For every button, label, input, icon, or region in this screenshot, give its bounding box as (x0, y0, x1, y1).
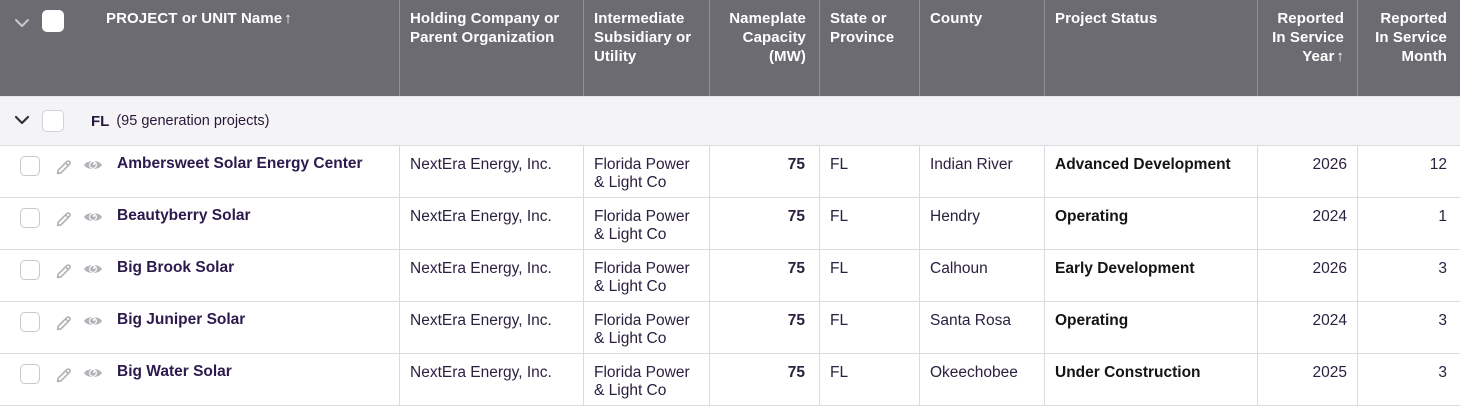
capacity-cell: 75 (710, 146, 820, 197)
state-cell: FL (820, 354, 920, 405)
table-row (0, 250, 1460, 302)
state-cell: FL (820, 250, 920, 301)
header-cell-holding-company[interactable]: Holding Company or Parent Organization (400, 0, 584, 96)
row-controls-and-name-cell (0, 302, 400, 353)
table-row (0, 146, 1460, 198)
subsidiary-cell: Florida Power & Light Co (584, 198, 710, 249)
status-cell: Early Development (1045, 250, 1258, 301)
view-eye-icon[interactable] (83, 262, 103, 281)
capacity-cell: 75 (710, 250, 820, 301)
year-cell: 2024 (1258, 198, 1358, 249)
edit-pencil-icon[interactable] (55, 209, 74, 233)
row-select-checkbox[interactable] (20, 208, 40, 228)
edit-pencil-icon[interactable] (55, 261, 74, 285)
state-cell: FL (820, 198, 920, 249)
year-cell: 2026 (1258, 146, 1358, 197)
group-collapse-chevron-down-icon[interactable] (14, 112, 30, 130)
group-count-note: (95 generation projects) (116, 113, 270, 129)
year-cell: 2025 (1258, 354, 1358, 405)
state-cell: FL (820, 302, 920, 353)
project-name-link[interactable]: Ambersweet Solar Energy Center (117, 155, 363, 172)
holding-company-cell: NextEra Energy, Inc. (400, 198, 584, 249)
project-name-link[interactable]: Big Juniper Solar (117, 311, 246, 328)
view-eye-icon[interactable] (83, 314, 103, 333)
sort-asc-icon: ↑ (284, 10, 292, 27)
capacity-cell: 75 (710, 302, 820, 353)
status-cell: Under Construction (1045, 354, 1258, 405)
row-select-checkbox[interactable] (20, 364, 40, 384)
table-header-row (0, 0, 1460, 97)
table-row (0, 198, 1460, 250)
table-body (0, 146, 1460, 406)
header-cell-project-name[interactable] (0, 0, 400, 96)
edit-pencil-icon[interactable] (55, 365, 74, 389)
table-row (0, 302, 1460, 354)
capacity-cell: 75 (710, 354, 820, 405)
project-name-link[interactable]: Big Brook Solar (117, 259, 235, 276)
project-name-link[interactable]: Big Water Solar (117, 363, 232, 380)
status-cell: Advanced Development (1045, 146, 1258, 197)
project-name-link[interactable]: Beautyberry Solar (117, 207, 251, 224)
state-cell: FL (820, 146, 920, 197)
holding-company-cell: NextEra Energy, Inc. (400, 146, 584, 197)
county-cell: Calhoun (920, 250, 1045, 301)
month-cell: 1 (1438, 208, 1447, 225)
row-select-checkbox[interactable] (20, 156, 40, 176)
capacity-cell: 75 (710, 198, 820, 249)
county-cell: Hendry (920, 198, 1045, 249)
subsidiary-cell: Florida Power & Light Co (584, 354, 710, 405)
sort-asc-icon: ↑ (1336, 48, 1344, 65)
column-header-label: PROJECT or UNIT Name ↑ (106, 10, 292, 27)
month-cell: 3 (1438, 312, 1447, 329)
header-cell-reported-month[interactable]: Reported In Service Month (1375, 10, 1447, 65)
view-eye-icon[interactable] (83, 366, 103, 385)
group-select-checkbox[interactable] (42, 110, 64, 132)
table-row (0, 354, 1460, 406)
month-cell: 3 (1438, 260, 1447, 277)
row-controls-and-name-cell (0, 354, 400, 405)
holding-company-cell: NextEra Energy, Inc. (400, 250, 584, 301)
header-cell-reported-year[interactable]: Reported In Service Year ↑ (1258, 0, 1358, 96)
subsidiary-cell: Florida Power & Light Co (584, 250, 710, 301)
view-eye-icon[interactable] (83, 158, 103, 177)
status-cell: Operating (1045, 198, 1258, 249)
county-cell: Santa Rosa (920, 302, 1045, 353)
header-cell-state-province[interactable]: State or Province (820, 0, 920, 96)
select-all-checkbox[interactable] (42, 10, 64, 32)
status-cell: Operating (1045, 302, 1258, 353)
holding-company-cell: NextEra Energy, Inc. (400, 302, 584, 353)
edit-pencil-icon[interactable] (55, 157, 74, 181)
row-controls-and-name-cell (0, 250, 400, 301)
subsidiary-cell: Florida Power & Light Co (584, 146, 710, 197)
view-eye-icon[interactable] (83, 210, 103, 229)
header-cell-intermediate-subsidiary[interactable]: Intermediate Subsidiary or Utility (584, 0, 710, 96)
group-row-fl (0, 97, 1460, 146)
collapse-all-chevron-down-icon[interactable] (14, 14, 30, 33)
county-cell: Okeechobee (920, 354, 1045, 405)
year-cell: 2024 (1258, 302, 1358, 353)
month-cell: 3 (1438, 364, 1447, 381)
holding-company-cell: NextEra Energy, Inc. (400, 354, 584, 405)
month-cell: 12 (1429, 156, 1447, 173)
subsidiary-cell: Florida Power & Light Co (584, 302, 710, 353)
edit-pencil-icon[interactable] (55, 313, 74, 337)
header-cell-nameplate-capacity[interactable]: Nameplate Capacity (MW) (710, 0, 820, 96)
row-select-checkbox[interactable] (20, 312, 40, 332)
header-cell-project-status[interactable]: Project Status (1045, 0, 1258, 96)
row-controls-and-name-cell (0, 146, 400, 197)
row-controls-and-name-cell (0, 198, 400, 249)
header-cell-county[interactable]: County (920, 0, 1045, 96)
row-select-checkbox[interactable] (20, 260, 40, 280)
year-cell: 2026 (1258, 250, 1358, 301)
county-cell: Indian River (920, 146, 1045, 197)
group-code: FL (91, 112, 110, 130)
